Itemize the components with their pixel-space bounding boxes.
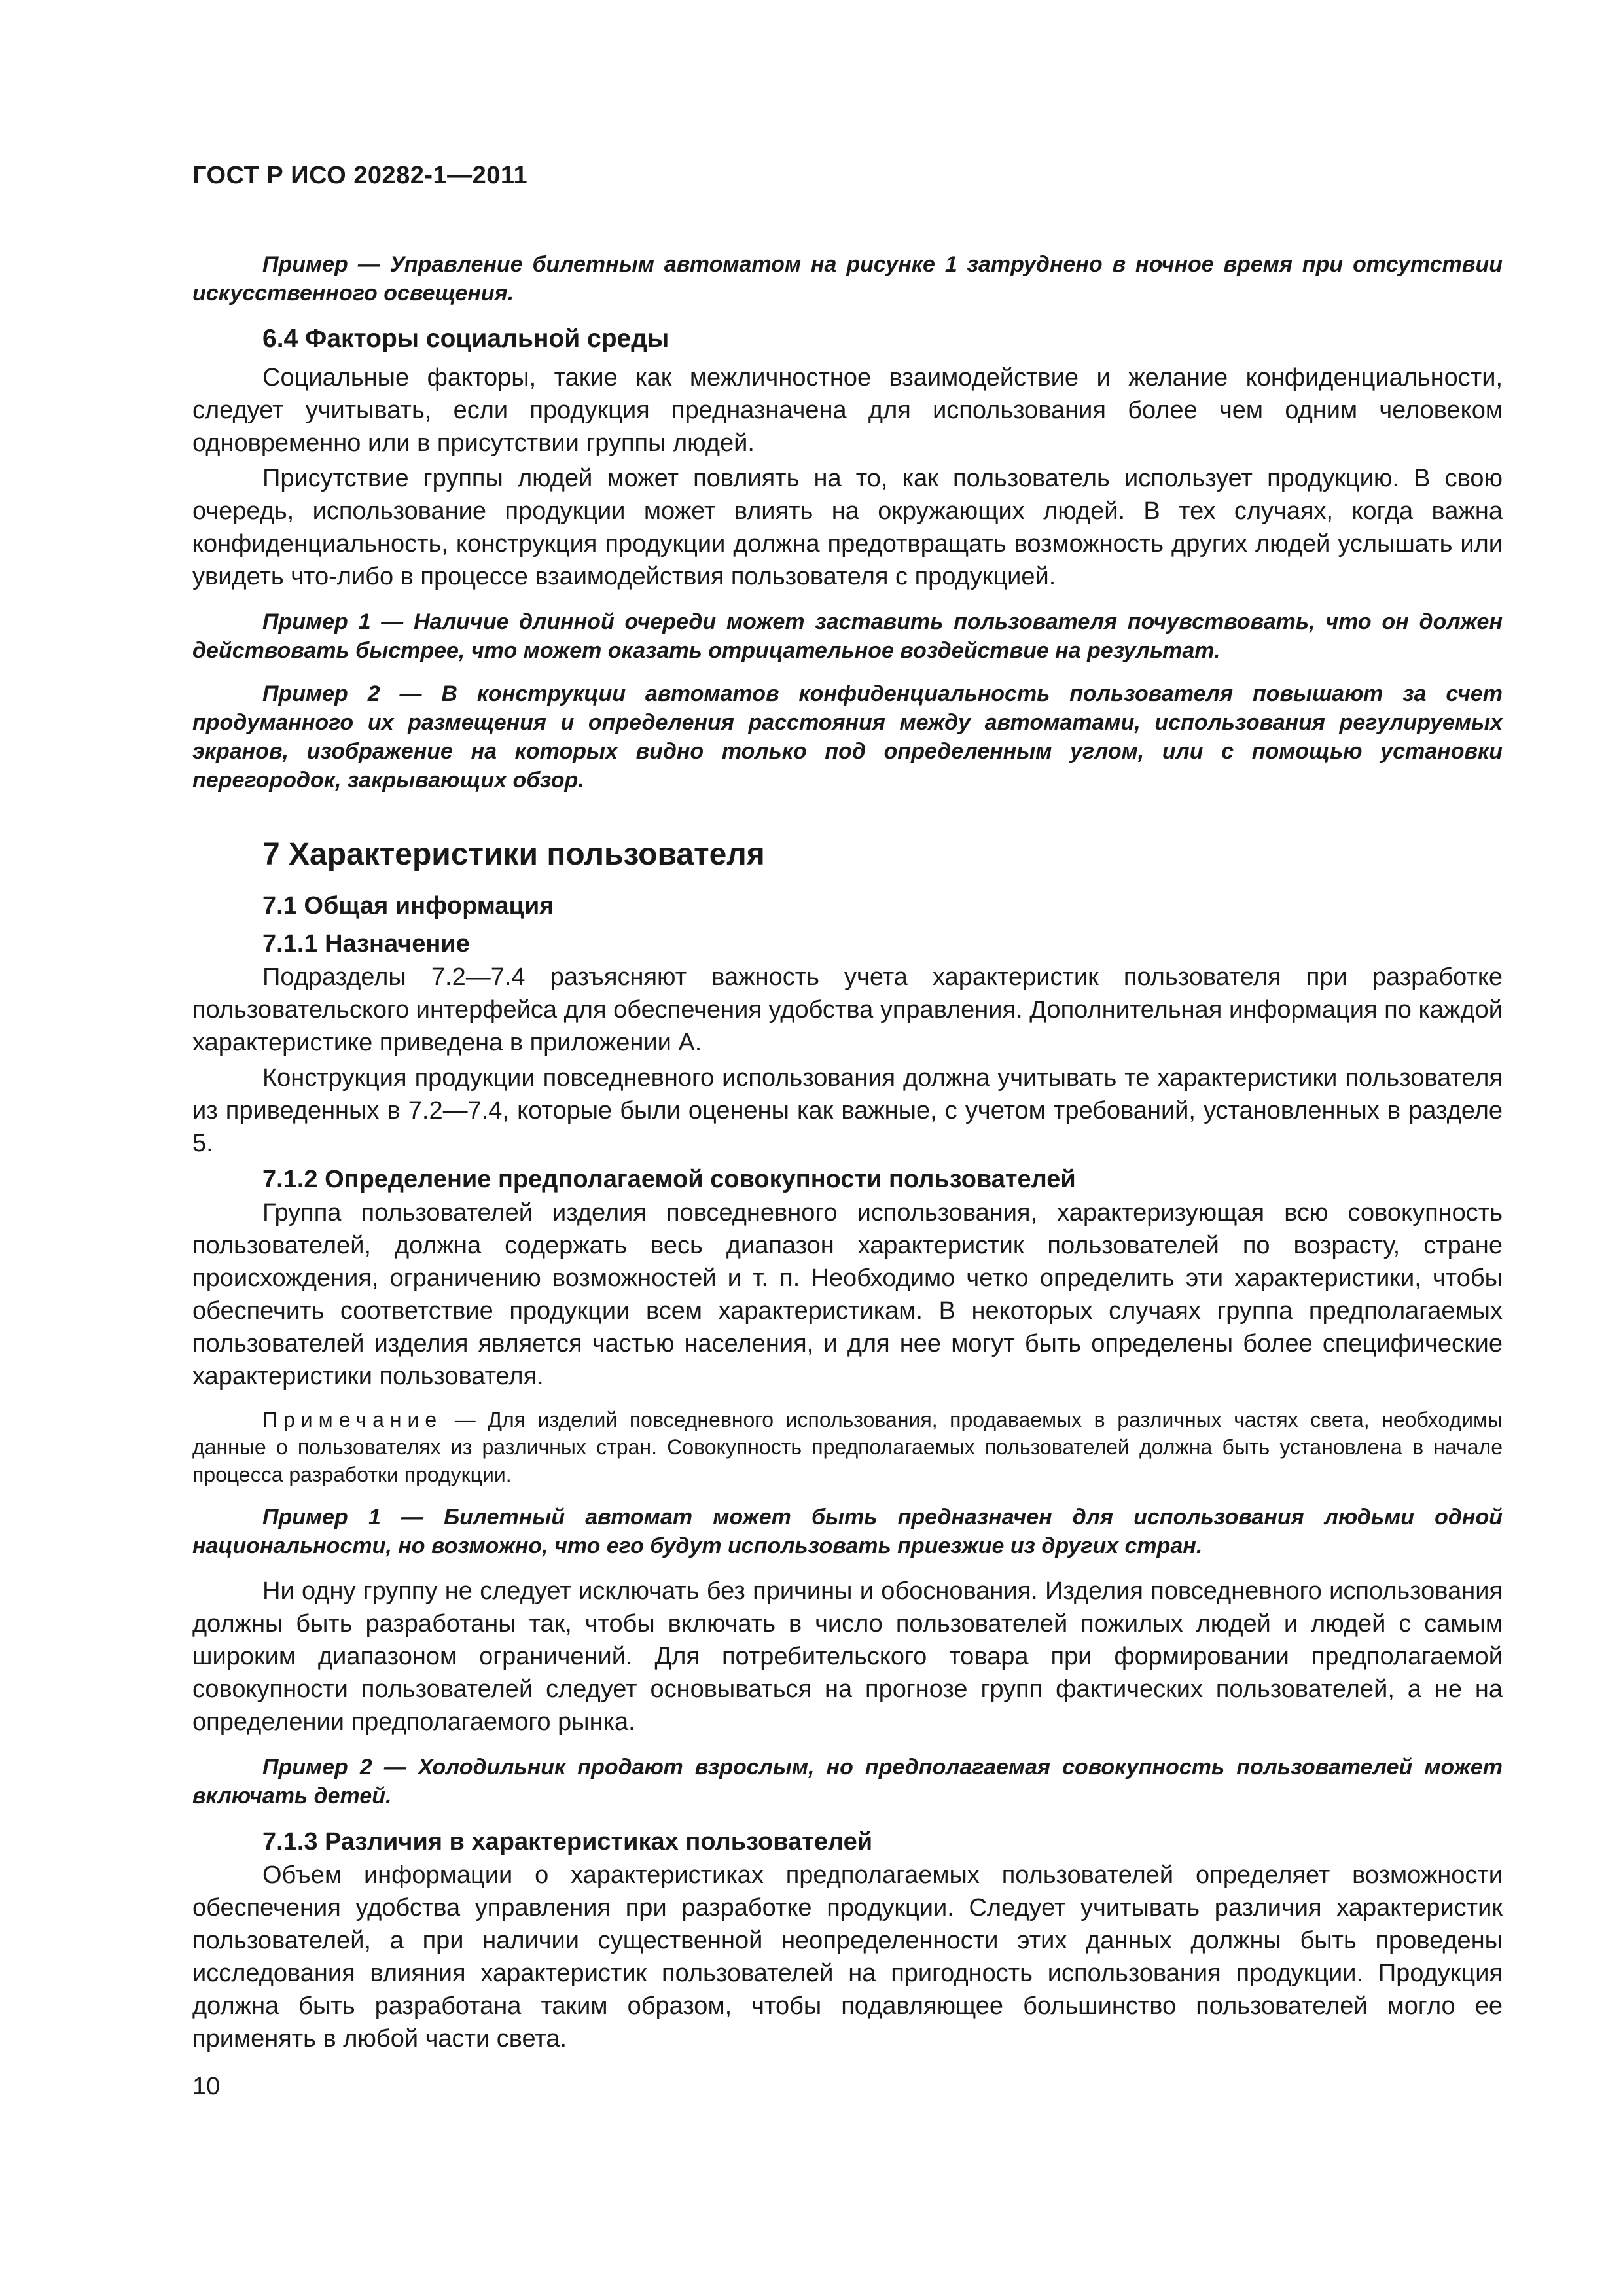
paragraph-7-1-3-1: Объем информации о характеристиках предполагаемых пользователей определяет возможности обеспечения удобства управления при разработке продукции. Следует учитывать различия характеристик пользователей, а при наличии существенной неопределенности этих данных должны быть проведены исследования влияния характеристик пользователей на пригодность использования продукции. Продукция должна быть разработана таким образом, чтобы подавляющее большинство пользователей могло ее применять в любой части света. bbox=[192, 1861, 1503, 2053]
heading-7: 7 Характеристики пользователя bbox=[262, 837, 765, 872]
example-lighting: Пример — Управление билетным автоматом на рисунке 1 затруднено в ночное время при отсутствии искусственного освещения. bbox=[192, 252, 1503, 306]
example-7-1-2-1: Пример 1 — Билетный автомат может быть предназначен для использования людьми одной национальности, но возможно, что его будут использовать приезжие из других стран. bbox=[192, 1505, 1503, 1558]
paragraph-6-4-2: Присутствие группы людей может повлиять на то, как пользователь использует продукцию. В свою очередь, использование продукции может влиять на окружающих людей. В тех случаях, когда важна конфиденциальность, конструкция продукции должна предотвращать возможность других людей услышать или увидеть что-либо в процессе взаимодействия пользователя с продукцией. bbox=[192, 465, 1503, 590]
note-label: Примечание bbox=[262, 1408, 443, 1431]
paragraph-7-1-2-1: Группа пользователей изделия повседневного использования, характеризующая всю совокупность пользователей, должна содержать весь диапазон характеристик пользователей по возрасту, стране происхождения, ограничению возможностей и т. п. Необходимо четко определить эти характеристики, чтобы обеспечить соответствие продукции всем характеристикам. В некоторых случаях группа предполагаемых пользователей изделия является частью населения, и для нее могут быть определены более специфические характеристики пользователя. bbox=[192, 1199, 1503, 1390]
example-7-1-2-2: Пример 2 — Холодильник продают взрослым, но предполагаемая совокупность пользователей может включать детей. bbox=[192, 1755, 1503, 1808]
paragraph-7-1-1-2: Конструкция продукции повседневного использования должна учитывать те характеристики пользователя из приведенных в 7.2—7.4, которые были оценены как важные, с учетом требований, установленных в разделе 5. bbox=[192, 1064, 1503, 1157]
example-6-4-1: Пример 1 — Наличие длинной очереди может заставить пользователя почувствовать, что он должен действовать быстрее, что может оказать отрицательное воздействие на результат. bbox=[192, 609, 1503, 663]
heading-7-1-1: 7.1.1 Назначение bbox=[262, 930, 470, 958]
note-text: — Для изделий повседневного использования, продаваемых в различных частях света, необходимы данные о пользователях из различных стран. Совокупность предполагаемых пользователей должна быть установлена в начале процесса разработки продукции. bbox=[192, 1408, 1503, 1486]
document-header: ГОСТ Р ИСО 20282-1—2011 bbox=[192, 162, 528, 189]
paragraph-7-1-1-1: Подразделы 7.2—7.4 разъясняют важность учета характеристик пользователя при разработке пользовательского интерфейса для обеспечения удобства управления. Дополнительная информация по каждой характеристике приведена в приложении А. bbox=[192, 963, 1503, 1056]
heading-7-1-3: 7.1.3 Различия в характеристиках пользователей bbox=[262, 1828, 873, 1856]
paragraph-6-4-1: Социальные факторы, такие как межличностное взаимодействие и желание конфиденциальности, следует учитывать, если продукция предназначена для использования более чем одним человеком одновременно или в присутствии группы людей. bbox=[192, 364, 1503, 457]
note-7-1-2 bbox=[192, 1406, 1503, 1488]
paragraph-7-1-2-2: Ни одну группу не следует исключать без причины и обоснования. Изделия повседневного использования должны быть разработаны так, чтобы включать в число пользователей пожилых людей и людей с самым широким диапазоном ограничений. Для потребительского товара при формировании предполагаемой совокупности пользователей следует основываться на прогнозе групп фактических пользователей, а не на определении предполагаемого рынка. bbox=[192, 1577, 1503, 1736]
document-page bbox=[192, 0, 1503, 2296]
example-6-4-2: Пример 2 — В конструкции автоматов конфиденциальность пользователя повышают за счет продуманного их размещения и определения расстояния между автоматами, использования регулируемых экранов, изображение на которых видно только под определенным углом, или с помощью установки перегородок, закрывающих обзор. bbox=[192, 681, 1503, 793]
heading-7-1: 7.1 Общая информация bbox=[262, 892, 554, 920]
heading-7-1-2: 7.1.2 Определение предполагаемой совокупности пользователей bbox=[262, 1166, 1076, 1193]
page-number: 10 bbox=[192, 2073, 221, 2100]
heading-6-4: 6.4 Факторы социальной среды bbox=[262, 325, 669, 353]
document-body bbox=[192, 236, 1503, 2058]
